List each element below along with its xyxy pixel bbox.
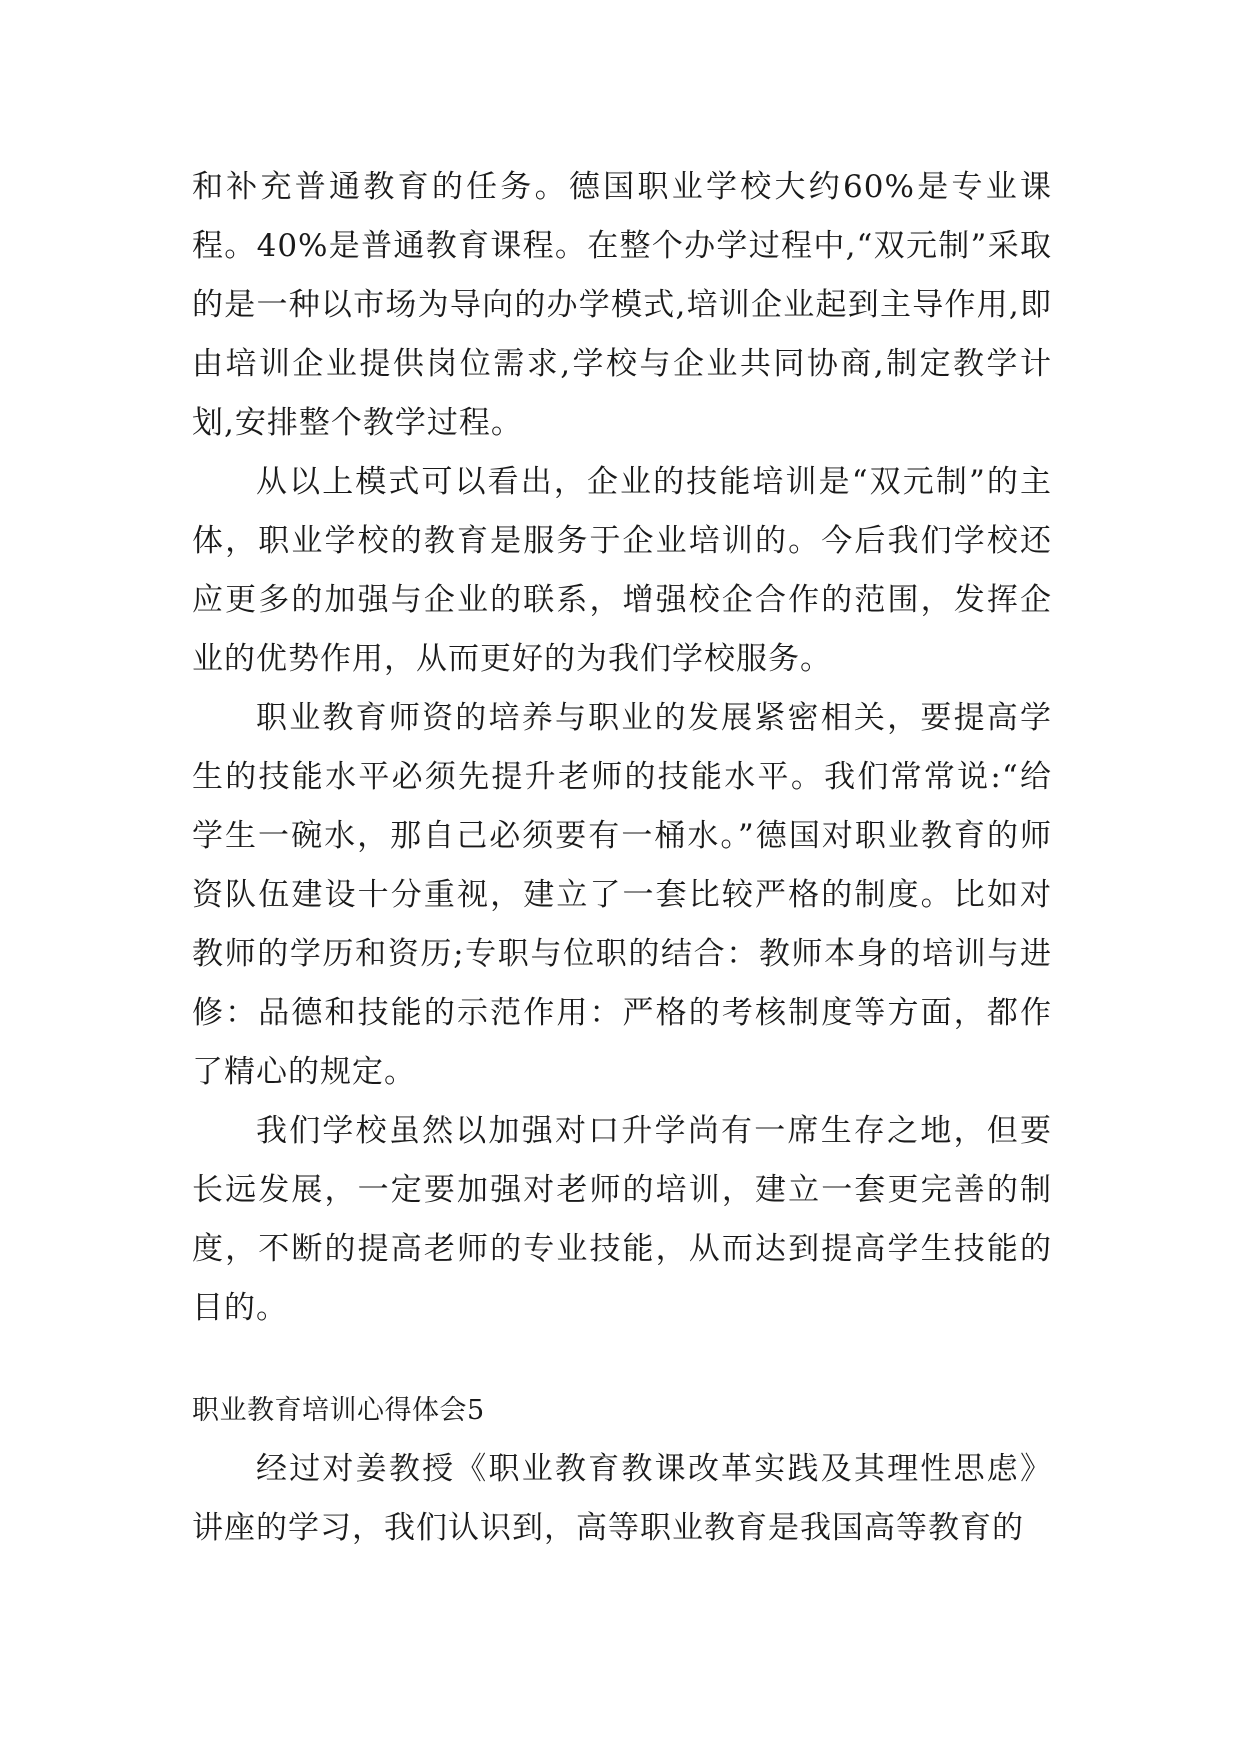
paragraph-enterprise-training: 从以上模式可以看出，企业的技能培训是“双元制”的主体，职业学校的教育是服务于企业培训的。今后我们学校还应更多的加强与企业的联系，增强校企合作的范围，发挥企业的优势作用，从而更好的为我们学校服务。 [192,464,1052,677]
paragraph-teacher-development: 职业教育师资的培养与职业的发展紧密相关，要提高学生的技能水平必须先提升老师的技能水平。我们常常说:“给学生一碗水，那自己必须要有一桶水。”德国对职业教育的师资队伍建设十分重视，建立了一套比较严格的制度。比如对教师的学历和资历;专职与位职的结合：教师本身的培训与进修：品德和技能的示范作用：严格的考核制度等方面，都作了精心的规定。 [192,700,1052,1090]
paragraph-lecture-study: 经过对姜教授《职业教育教课改革实践及其理性思虑》讲座的学习，我们认识到，高等职业教育是我国高等教育的 [192,1451,1052,1546]
section-title: 职业教育培训心得体会5 [192,1395,485,1426]
paragraph-continuation: 和补充普通教育的任务。德国职业学校大约60%是专业课程。40%是普通教育课程。在整个办学过程中,“双元制”采取的是一种以市场为导向的办学模式,培训企业起到主导作用,即由培训企业提供岗位需求,学校与企业共同协商,制定教学计划,安排整个教学过程。 [192,169,1052,441]
document-body [192,158,1052,1558]
paragraph-school-development: 我们学校虽然以加强对口升学尚有一席生存之地，但要长远发展，一定要加强对老师的培训，建立一套更完善的制度，不断的提高老师的专业技能，从而达到提高学生技能的目的。 [192,1113,1052,1326]
